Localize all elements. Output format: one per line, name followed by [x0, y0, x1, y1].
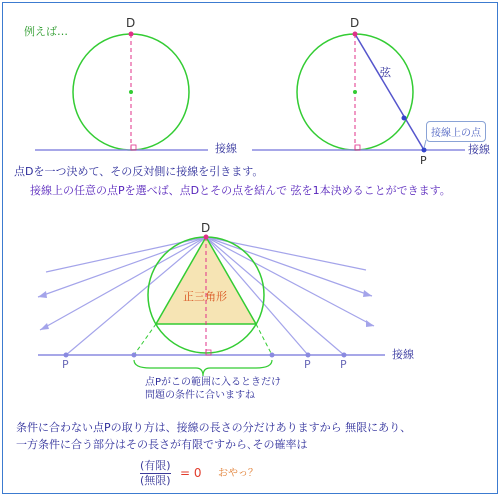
center-point-left — [129, 90, 133, 94]
probability-fraction — [140, 460, 171, 486]
point-p-right — [422, 148, 427, 153]
figure-left — [35, 32, 208, 151]
tangent-label-left: 接線 — [215, 142, 237, 155]
tangent-label-center: 接線 — [392, 348, 414, 361]
tag-pointer — [424, 140, 426, 148]
conclusion-line-1: 条件に合わない点Pの取り方は、接線の長さの分だけありますから 無限にあり、 — [16, 421, 412, 434]
point-d-center — [204, 235, 209, 240]
range-note-line-2: 問題の条件に合いますね — [145, 390, 255, 401]
conclusion-line-2: 一方条件に合う部分はその長さが有限ですから､その確率は — [16, 438, 308, 451]
point-d-left — [129, 32, 134, 37]
extension-dashed-left — [134, 324, 156, 355]
point-p-label-c: P — [340, 358, 347, 371]
figure-center — [38, 235, 385, 377]
oyatsu-remark: おやっ？ — [218, 468, 258, 479]
fraction-denominator: (無限) — [140, 473, 171, 487]
range-endpoint-left — [132, 353, 137, 358]
range-endpoint-right — [270, 353, 275, 358]
extension-dashed-right — [256, 324, 272, 355]
point-d-label-center: D — [201, 221, 211, 235]
point-d-right — [353, 32, 358, 37]
tangent-point-tag: 接線上の点 — [426, 121, 486, 142]
triangle-label: 正三角形 — [183, 290, 227, 303]
tangent-label-right: 接線 — [468, 143, 490, 156]
chord-label: 弦 — [380, 66, 391, 79]
equals-zero: = 0 — [180, 466, 202, 480]
point-p-label-a: P — [62, 358, 69, 371]
explanation-line-2: 接線上の任意の点Pを選べば、点Dとその点を結んで 弦を1本決めることができます。 — [30, 184, 451, 197]
range-note-line-1: 点Pがこの範囲に入るときだけ — [145, 377, 282, 388]
point-p-label-right: P — [420, 154, 427, 167]
point-p-c — [342, 353, 347, 358]
example-label: 例えば… — [24, 25, 68, 38]
point-p-b — [306, 353, 311, 358]
point-p-a — [64, 353, 69, 358]
point-p-label-b: P — [304, 358, 311, 371]
point-d-label-left: D — [126, 16, 136, 30]
center-point-right — [353, 90, 357, 94]
point-d-label-right: D — [350, 16, 360, 30]
range-brace — [134, 360, 272, 376]
fraction-numerator: (有限) — [140, 459, 171, 472]
explanation-line-1: 点Dを一つ決めて、その反対側に接線を引きます。 — [14, 165, 264, 178]
chord-circle-intersection — [402, 116, 407, 121]
